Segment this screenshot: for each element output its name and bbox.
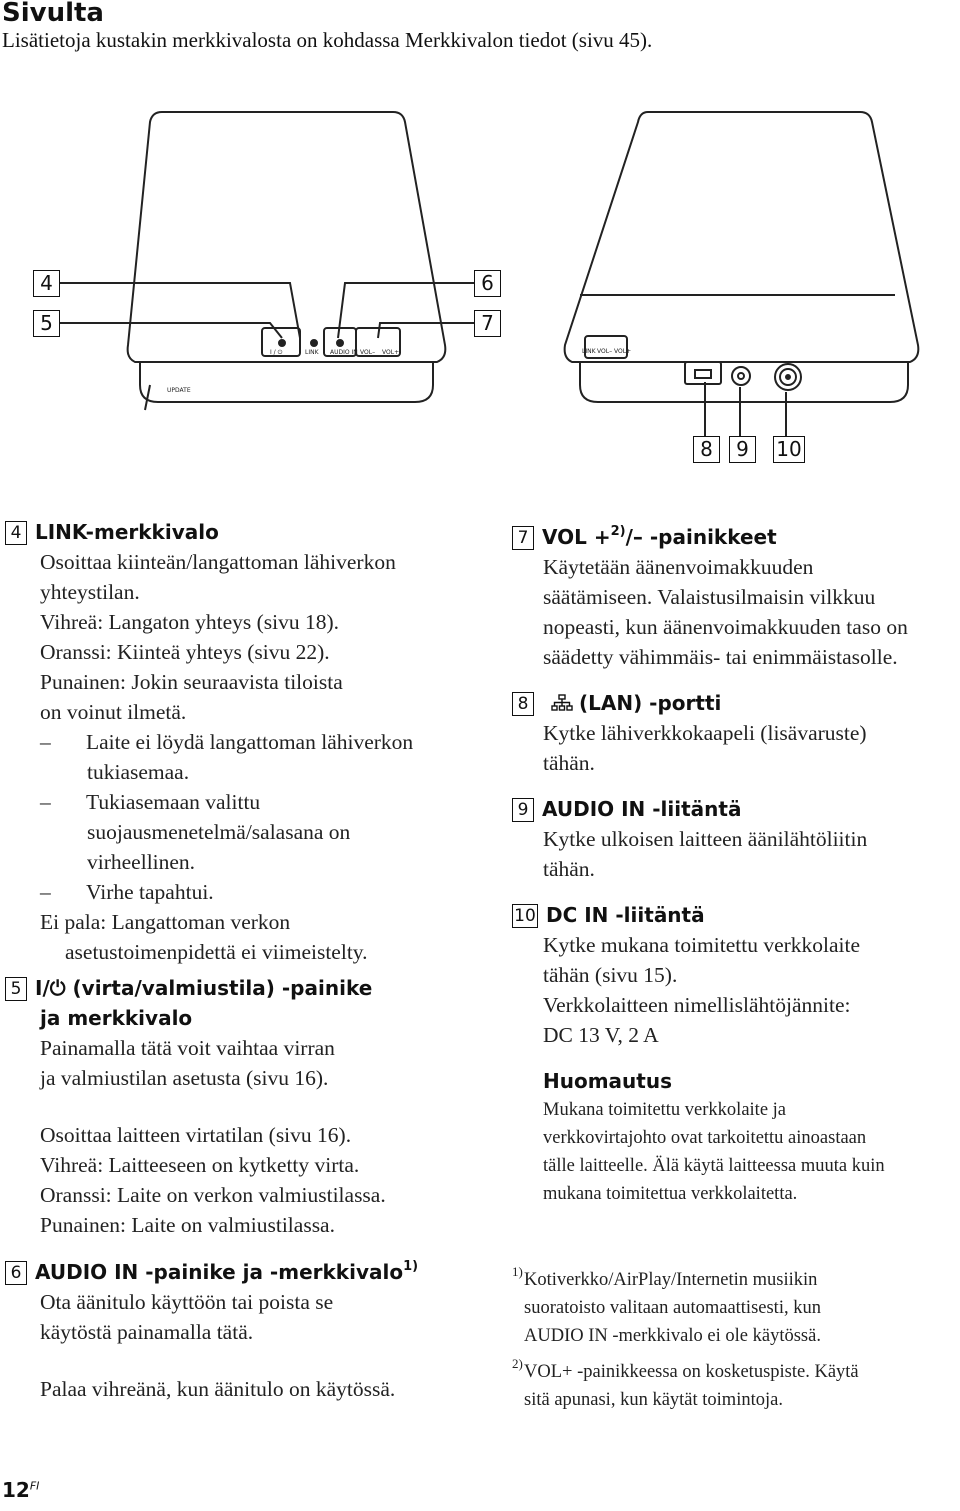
item-6-line: Ota äänitulo käyttöön tai poista se — [40, 1290, 334, 1314]
item-5-line: Oranssi: Laite on verkon valmiustilassa. — [40, 1183, 386, 1207]
item-4-line: Vihreä: Langaton yhteys (sivu 18). — [40, 610, 340, 634]
note — [512, 1066, 960, 1208]
item-8-line: Kytke lähiverkkokaapeli (lisävaruste) — [543, 721, 867, 745]
page-subtitle: Lisätietoja kustakin merkkivalosta on kohdassa Merkkivalon tiedot (sivu 45). — [2, 28, 653, 52]
dash-item-continuation: suojausmenetelmä/salasana on — [87, 820, 351, 844]
item-4-line: asetustoimenpidettä ei viimeistelty. — [65, 940, 368, 964]
item-5-line: ja valmiustilan asetusta (sivu 16). — [40, 1066, 329, 1090]
front-audio-label: AUDIO IN — [330, 349, 358, 356]
item-6-heading — [5, 1252, 455, 1287]
front-link-label: LINK — [305, 349, 319, 356]
footnote-ref: 1) — [403, 1259, 419, 1274]
footnote-line: sitä apunasi, kun käytät toimintoja. — [524, 1390, 783, 1410]
left-column — [5, 517, 455, 1404]
dash-item: – Tukiasemaan valittu — [5, 787, 455, 817]
callout-4: 4 — [33, 270, 60, 297]
item-10-title: DC IN -liitäntä — [546, 903, 705, 927]
footnotes — [512, 1258, 960, 1414]
callout-9: 9 — [729, 436, 756, 463]
update-label: UPDATE — [167, 387, 191, 394]
item-4-line: Ei pala: Langattoman verkon — [40, 910, 291, 934]
item-4-line: yhteystilan. — [40, 580, 140, 604]
item-8-line: tähän. — [543, 751, 595, 775]
front-volminus-label: VOL– — [360, 349, 376, 356]
item-6-number: 6 — [5, 1261, 27, 1285]
footnote: 1)Kotiverkko/AirPlay/Internetin musiikin — [512, 1258, 960, 1294]
callout-6: 6 — [474, 270, 501, 297]
front-speaker-body — [128, 112, 446, 362]
item-4-heading — [5, 517, 455, 547]
item-5-line: Osoittaa laitteen virtatilan (sivu 16). — [40, 1123, 352, 1147]
item-9 — [512, 794, 960, 884]
callout-8: 8 — [693, 436, 720, 463]
item-4-line: Oranssi: Kiinteä yhteys (sivu 22). — [40, 640, 330, 664]
item-7 — [512, 517, 960, 672]
item-10 — [512, 900, 960, 1050]
item-7-line: säädetty vähimmäis- tai enimmäistasolle. — [543, 645, 898, 669]
note-line: Mukana toimitettu verkkolaite ja — [543, 1100, 787, 1120]
callout-5: 5 — [33, 310, 60, 337]
back-speaker-body — [565, 112, 919, 362]
item-5-line: Punainen: Laite on valmiustilassa. — [40, 1213, 335, 1237]
item-7-line: säätämiseen. Valaistusilmaisin vilkkuu — [543, 585, 876, 609]
dash-item-continuation: tukiasemaa. — [87, 760, 190, 784]
item-6-title: AUDIO IN -painike ja -merkkivalo — [35, 1260, 404, 1284]
item-8-heading — [512, 688, 960, 718]
item-4-number: 4 — [5, 521, 27, 545]
callout-10: 10 — [773, 436, 805, 463]
lan-icon — [551, 694, 573, 712]
dash-mark: – — [40, 730, 51, 754]
item-8-number: 8 — [512, 692, 534, 716]
footnote-ref: 2) — [610, 524, 626, 539]
note-line: tälle laitteelle. Älä käytä laitteessa muuta kuin — [543, 1156, 885, 1176]
dash-item-continuation: virheellinen. — [87, 850, 196, 874]
front-volplus-label: VOL+ — [382, 349, 400, 356]
item-10-line: Verkkolaitteen nimellislähtöjännite: — [543, 993, 851, 1017]
item-9-line: tähän. — [543, 857, 595, 881]
footnote-line: AUDIO IN -merkkivalo ei ole käytössä. — [524, 1326, 821, 1346]
footnote-mark: 1) — [512, 1264, 523, 1279]
dash-mark: – — [40, 790, 51, 814]
item-9-number: 9 — [512, 798, 534, 822]
item-4 — [5, 517, 455, 967]
item-9-title: AUDIO IN -liitäntä — [542, 797, 742, 821]
item-10-line: Kytke mukana toimitettu verkkolaite — [543, 933, 861, 957]
dash-mark: – — [40, 880, 51, 904]
item-5-heading — [5, 973, 455, 1003]
item-6 — [5, 1252, 455, 1404]
item-10-line: tähän (sivu 15). — [543, 963, 678, 987]
item-5-title: I/⏻ (virta/valmiustila) -painike — [35, 976, 373, 1000]
front-power-label: I / ⏻ — [270, 349, 283, 356]
page-language: FI — [29, 1479, 40, 1493]
item-5 — [5, 973, 455, 1240]
item-8 — [512, 688, 960, 778]
item-8-title: (LAN) -portti — [578, 691, 722, 715]
item-10-heading — [512, 900, 960, 930]
item-7-heading: 7 VOL +$^{2)}$/– -painikkeet — [512, 517, 960, 552]
page-title: Sivulta — [2, 0, 104, 28]
item-7-line: Käytetään äänenvoimakkuuden — [543, 555, 814, 579]
back-volminus-label: VOL– — [597, 348, 613, 355]
item-5-line: Vihreä: Laitteeseen on kytketty virta. — [40, 1153, 360, 1177]
item-5-number: 5 — [5, 977, 27, 1001]
item-6-line: Palaa vihreänä, kun äänitulo on käytössä. — [40, 1377, 396, 1401]
footnote-mark: 2) — [512, 1356, 523, 1371]
item-10-line: DC 13 V, 2 A — [543, 1023, 659, 1047]
item-7-line: nopeasti, kun äänenvoimakkuuden taso on — [543, 615, 908, 639]
item-5-title-cont: ja merkkivalo — [40, 1006, 193, 1030]
callout-7: 7 — [474, 310, 501, 337]
dash-item: – Virhe tapahtui. — [5, 877, 455, 907]
item-7-number: 7 — [512, 526, 534, 550]
item-9-line: Kytke ulkoisen laitteen äänilähtöliitin — [543, 827, 868, 851]
back-volplus-label: VOL+ — [614, 348, 632, 355]
footnote: 2)VOL+ -painikkeessa on kosketuspiste. Käytä — [512, 1350, 960, 1386]
item-4-title: LINK-merkkivalo — [35, 520, 219, 544]
item-6-line: käytöstä painamalla tätä. — [40, 1320, 254, 1344]
back-link-label: LINK — [582, 348, 596, 355]
right-column — [512, 517, 960, 1414]
note-title: Huomautus — [543, 1069, 672, 1093]
item-10-number: 10 — [512, 904, 538, 928]
item-5-line: Painamalla tätä voit vaihtaa virran — [40, 1036, 335, 1060]
item-4-line: Osoittaa kiinteän/langattoman lähiverkon — [40, 550, 396, 574]
note-line: mukana toimitettua verkkolaitetta. — [543, 1184, 798, 1204]
page-number: $12^{FI}$ — [2, 1478, 40, 1502]
item-4-line: on voinut ilmetä. — [40, 700, 187, 724]
dash-item: – Laite ei löydä langattoman lähiverkon — [5, 727, 455, 757]
item-9-heading — [512, 794, 960, 824]
footnote-line: suoratoisto valitaan automaattisesti, kun — [524, 1298, 821, 1318]
note-line: verkkovirtajohto ovat tarkoitettu ainoastaan — [543, 1128, 867, 1148]
item-4-line: Punainen: Jokin seuraavista tiloista — [40, 670, 343, 694]
